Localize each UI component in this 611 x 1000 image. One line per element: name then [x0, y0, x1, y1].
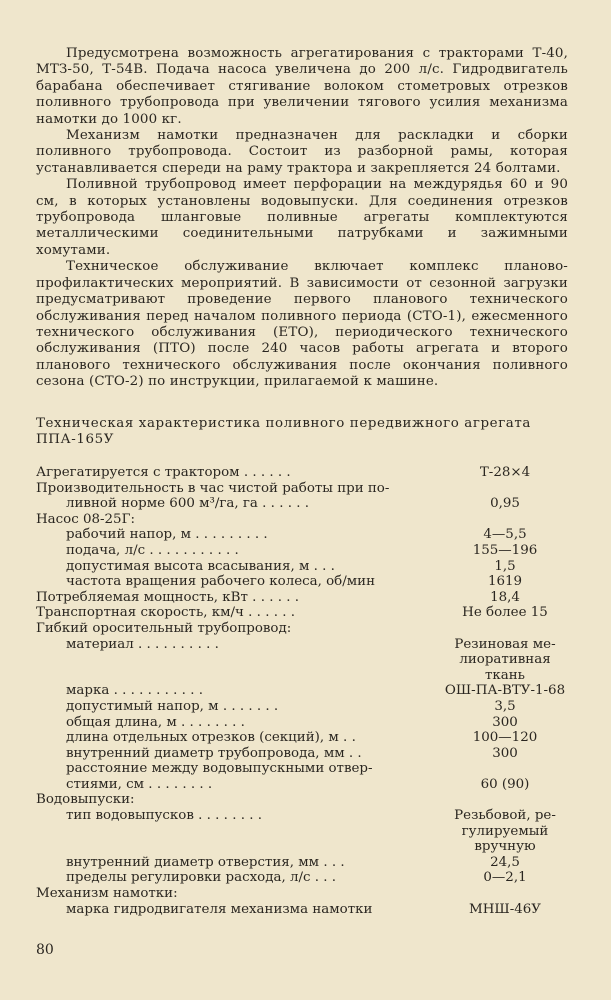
spec-label: тип водовыпусков . . . . . . . . — [66, 808, 262, 824]
spec-label: допустимый напор, м . . . . . . . — [66, 698, 279, 714]
title-line: ППА-165У — [36, 432, 115, 448]
section-title — [36, 416, 568, 449]
spec-row — [36, 621, 576, 637]
spec-row — [36, 730, 576, 746]
spec-row — [36, 839, 576, 855]
spec-label: Транспортная скорость, км/ч . . . . . . — [36, 605, 295, 621]
spec-label: длина отдельных отрезков (секций), м . . — [66, 730, 356, 746]
spec-value: Резиновая ме- — [454, 636, 556, 652]
spec-label: Агрегатируется с трактором . . . . . . — [36, 465, 291, 480]
spec-row — [36, 683, 576, 699]
spec-value: Резьбовой, ре- — [454, 808, 556, 824]
spec-group-label: Механизм намотки: — [36, 886, 178, 902]
page-number: 80 — [36, 942, 54, 958]
paragraph: Предусмотрена возможность агрегатирования с тракторами Т-40, МТЗ-50, Т-54В. Подача насоса увеличена до 200 л/с. Гидродвигатель барабана обеспечивает стягивание волоком стометровых отрезков поливного трубопровода при увеличении тягового усилия механизма намотки до 1000 кг. — [36, 46, 568, 127]
spec-label: пределы регулировки расхода, л/с . . . — [66, 870, 337, 886]
spec-group-label: Водовыпуски: — [36, 792, 135, 808]
spec-label: марка гидродвигателя механизма намотки — [66, 901, 373, 917]
spec-value: вручную — [474, 839, 536, 855]
spec-label: Производительность в час чистой работы при по- — [36, 480, 390, 496]
spec-label: марка . . . . . . . . . . . — [66, 683, 203, 699]
spec-value: 18,4 — [490, 589, 520, 605]
spec-row — [36, 808, 576, 824]
spec-value: ОШ-ПА-ВТУ-1-68 — [444, 683, 566, 699]
spec-label: внутренний диаметр трубопровода, мм . . — [66, 745, 362, 761]
spec-label: общая длина, м . . . . . . . . — [66, 714, 245, 730]
spec-row — [36, 777, 576, 793]
spec-row — [36, 590, 576, 606]
spec-value: гулируемый — [461, 823, 549, 839]
paragraph: Техническое обслуживание включает комплекс планово-профилактических мероприятий. В зависимости от сезонной загрузки предусматривают проведение первого планового технического обслуживания перед началом поливного периода (СТО-1), ежесменного технического обслуживания (ЕТО), периодического технического обслуживания (ПТО) после 240 часов работы агрегата и второго планового технического обслуживания после окончания поливного сезона (СТО-2) по инструкции, прилагаемой к машине. — [36, 259, 568, 390]
spec-label: материал . . . . . . . . . . — [66, 636, 219, 652]
title-line: Техническая характеристика поливного передвижного агрегата — [36, 416, 531, 431]
spec-row — [36, 870, 576, 886]
spec-row — [36, 746, 576, 762]
spec-label: ливной норме 600 м³/га, га . . . . . . — [66, 496, 309, 512]
spec-label: рабочий напор, м . . . . . . . . . — [66, 527, 268, 543]
spec-value: 24,5 — [490, 854, 520, 870]
spec-row — [36, 761, 576, 777]
spec-row — [36, 902, 576, 918]
spec-value: 4—5,5 — [483, 527, 527, 543]
spec-row — [36, 605, 576, 621]
spec-value: 300 — [492, 714, 518, 730]
spec-value: Т-28×4 — [479, 465, 531, 480]
spec-row — [36, 652, 576, 668]
spec-row — [36, 792, 576, 808]
spec-row — [36, 465, 576, 481]
spec-row — [36, 543, 576, 559]
spec-row — [36, 496, 576, 512]
spec-label: стиями, см . . . . . . . . — [66, 776, 213, 792]
spec-value: 0,95 — [490, 496, 520, 512]
spec-value: 100—120 — [472, 730, 538, 746]
spec-row — [36, 574, 576, 590]
spec-label: расстояние между водовыпускными отвер- — [66, 761, 373, 777]
spec-value: 60 (90) — [480, 776, 530, 792]
spec-row — [36, 481, 576, 497]
spec-row — [36, 886, 576, 902]
spec-label: подача, л/с . . . . . . . . . . . — [66, 542, 239, 558]
spec-value: МНШ-46У — [469, 901, 541, 917]
spec-value: 155—196 — [472, 542, 538, 558]
spec-row — [36, 715, 576, 731]
spec-value: лиоративная — [459, 652, 551, 668]
spec-row — [36, 559, 576, 575]
paragraph: Поливной трубопровод имеет перфорации на междурядья 60 и 90 см, в которых установлены водовыпуски. Для соединения отрезков трубопровода шланговые поливные агрегаты комплектуются металлическими соединительными патрубками и зажимными хомутами. — [36, 177, 568, 258]
spec-value: 1,5 — [494, 558, 516, 574]
spec-row — [36, 512, 576, 528]
spec-label: Потребляемая мощность, кВт . . . . . . — [36, 589, 300, 605]
body-text — [36, 46, 568, 391]
spec-row — [36, 699, 576, 715]
spec-value: Не более 15 — [462, 605, 548, 621]
spec-row — [36, 824, 576, 840]
spec-row — [36, 668, 576, 684]
spec-value: 3,5 — [494, 698, 516, 714]
spec-table — [36, 465, 576, 917]
paragraph: Механизм намотки предназначен для раскладки и сборки поливного трубопровода. Состоит из разборной рамы, которая устанавливается спереди на раму трактора и закрепляется 24 болтами. — [36, 128, 568, 176]
spec-row — [36, 637, 576, 653]
spec-group-label: Гибкий оросительный трубопровод: — [36, 620, 292, 636]
spec-label: внутренний диаметр отверстия, мм . . . — [66, 854, 345, 870]
spec-label: частота вращения рабочего колеса, об/мин — [66, 574, 376, 590]
spec-row — [36, 855, 576, 871]
spec-value: 300 — [492, 745, 518, 761]
spec-value: 1619 — [487, 574, 523, 590]
spec-value: ткань — [485, 667, 525, 683]
spec-value: 0—2,1 — [483, 870, 527, 886]
spec-group-label: Насос 08-25Г: — [36, 511, 135, 527]
spec-label: допустимая высота всасывания, м . . . — [66, 558, 335, 574]
spec-row — [36, 527, 576, 543]
